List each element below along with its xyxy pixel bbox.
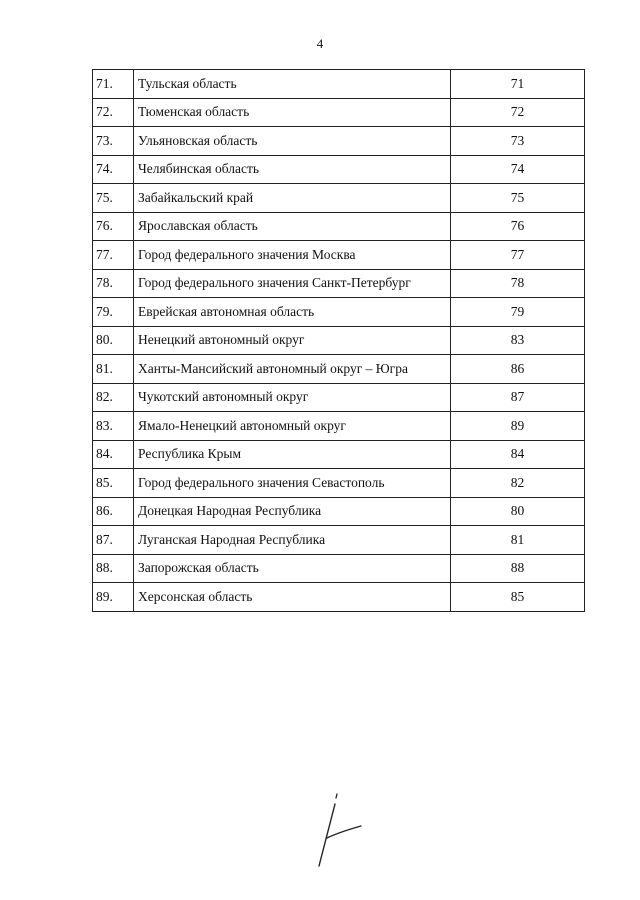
region-name: Челябинская область: [134, 155, 451, 184]
region-name: Город федерального значения Санкт-Петербург: [134, 269, 451, 298]
row-number: 81.: [93, 355, 134, 384]
region-name: Ульяновская область: [134, 127, 451, 156]
region-name: Еврейская автономная область: [134, 298, 451, 327]
region-code: 80: [451, 497, 585, 526]
region-code: 75: [451, 184, 585, 213]
region-codes-table-container: [92, 69, 585, 612]
region-code: 71: [451, 70, 585, 99]
table-row: [93, 155, 585, 184]
region-name: Луганская Народная Республика: [134, 526, 451, 555]
row-number: 88.: [93, 554, 134, 583]
page-number: 4: [316, 36, 324, 51]
table-row: [93, 298, 585, 327]
table-row: [93, 526, 585, 555]
table-row: [93, 212, 585, 241]
region-name: Забайкальский край: [134, 184, 451, 213]
region-code: 84: [451, 440, 585, 469]
region-name: Ханты-Мансийский автономный округ – Югра: [134, 355, 451, 384]
region-name: Херсонская область: [134, 583, 451, 612]
row-number: 74.: [93, 155, 134, 184]
table-row: [93, 326, 585, 355]
table-row: [93, 184, 585, 213]
row-number: 84.: [93, 440, 134, 469]
table-row: [93, 241, 585, 270]
table-row: [93, 440, 585, 469]
row-number: 79.: [93, 298, 134, 327]
table-row: [93, 497, 585, 526]
region-code: 88: [451, 554, 585, 583]
row-number: 73.: [93, 127, 134, 156]
row-number: 75.: [93, 184, 134, 213]
table-row: [93, 98, 585, 127]
table-row: [93, 583, 585, 612]
table-row: [93, 70, 585, 99]
region-name: Тюменская область: [134, 98, 451, 127]
table-row: [93, 355, 585, 384]
table-row: [93, 554, 585, 583]
table-row: [93, 412, 585, 441]
region-name: Город федерального значения Москва: [134, 241, 451, 270]
row-number: 78.: [93, 269, 134, 298]
row-number: 80.: [93, 326, 134, 355]
region-name: Ненецкий автономный округ: [134, 326, 451, 355]
row-number: 82.: [93, 383, 134, 412]
row-number: 87.: [93, 526, 134, 555]
region-name: Ярославская область: [134, 212, 451, 241]
region-code: 81: [451, 526, 585, 555]
row-number: 86.: [93, 497, 134, 526]
region-code: 78: [451, 269, 585, 298]
table-row: [93, 127, 585, 156]
region-name: Донецкая Народная Республика: [134, 497, 451, 526]
region-codes-table: [92, 69, 585, 612]
region-name: Чукотский автономный округ: [134, 383, 451, 412]
row-number: 71.: [93, 70, 134, 99]
table-row: [93, 269, 585, 298]
region-code: 74: [451, 155, 585, 184]
region-code: 89: [451, 412, 585, 441]
region-code: 79: [451, 298, 585, 327]
region-code: 87: [451, 383, 585, 412]
region-code: 73: [451, 127, 585, 156]
row-number: 77.: [93, 241, 134, 270]
row-number: 76.: [93, 212, 134, 241]
region-code: 86: [451, 355, 585, 384]
signature: [305, 790, 375, 870]
row-number: 85.: [93, 469, 134, 498]
region-code: 76: [451, 212, 585, 241]
region-code: 72: [451, 98, 585, 127]
region-name: Тульская область: [134, 70, 451, 99]
row-number: 83.: [93, 412, 134, 441]
table-row: [93, 469, 585, 498]
region-name: Республика Крым: [134, 440, 451, 469]
region-name: Ямало-Ненецкий автономный округ: [134, 412, 451, 441]
region-name: Город федерального значения Севастополь: [134, 469, 451, 498]
table-row: [93, 383, 585, 412]
row-number: 72.: [93, 98, 134, 127]
region-code: 82: [451, 469, 585, 498]
row-number: 89.: [93, 583, 134, 612]
region-code: 85: [451, 583, 585, 612]
region-code: 83: [451, 326, 585, 355]
region-code: 77: [451, 241, 585, 270]
region-name: Запорожская область: [134, 554, 451, 583]
table-body: [93, 70, 585, 612]
